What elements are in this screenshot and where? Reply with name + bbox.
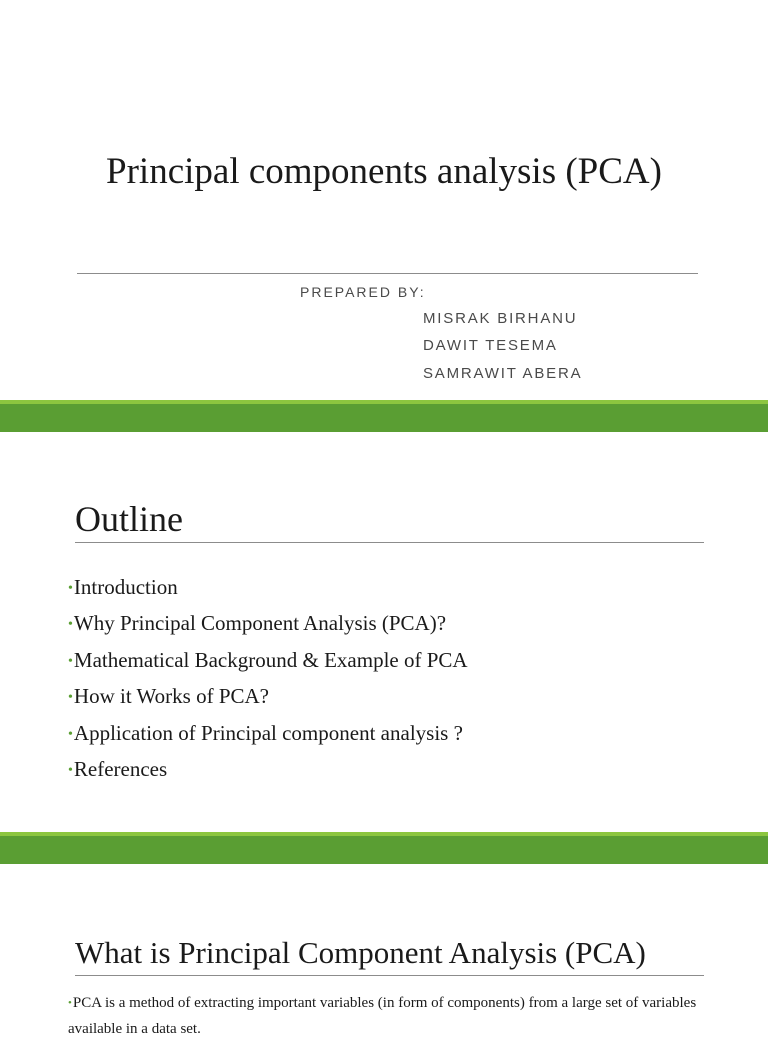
outline-item-application [68, 716, 468, 752]
outline-item-why-pca [68, 606, 468, 642]
definition-title: What is Principal Component Analysis (PCA) [75, 935, 646, 970]
bullet-icon: • [68, 653, 73, 669]
bullet-icon: • [68, 581, 73, 596]
definition-slide [0, 864, 768, 1037]
prepared-by-label: PREPARED BY: [300, 284, 426, 300]
outline-item-label: References [73, 757, 168, 782]
outline-item-introduction [68, 570, 468, 606]
slide-separator-band [0, 832, 768, 864]
outline-item-label: Mathematical Background & Example of PCA [73, 647, 468, 672]
outline-item-math-background [68, 643, 468, 679]
presentation-title: Principal components analysis (PCA) [106, 151, 662, 192]
author-name: DAWIT TESEMA [423, 337, 558, 354]
outline-item-label: Why Principal Component Analysis (PCA)? [73, 611, 447, 636]
outline-slide [0, 432, 768, 832]
definition-title-divider [75, 975, 704, 976]
definition-bullet [68, 990, 708, 1042]
title-slide [0, 0, 768, 400]
outline-list [68, 570, 468, 788]
bullet-icon: • [68, 763, 73, 779]
bullet-icon: • [68, 690, 73, 706]
definition-text: PCA is a method of extracting important variables (in form of components) from a large set of variables available in a data set. [68, 995, 697, 1037]
bullet-icon: • [68, 617, 73, 633]
outline-item-references [68, 752, 468, 788]
title-divider [77, 273, 698, 274]
slide-separator-band [0, 400, 768, 432]
author-name: SAMRAWIT ABERA [423, 365, 583, 382]
outline-title: Outline [75, 499, 183, 539]
outline-item-label: Application of Principal component analysis ? [73, 720, 463, 745]
outline-item-label: How it Works of PCA? [73, 684, 269, 709]
author-name: MISRAK BIRHANU [423, 310, 578, 327]
bullet-icon: • [68, 997, 72, 1009]
outline-title-divider [75, 542, 704, 543]
outline-item-how-it-works [68, 679, 468, 715]
bullet-icon: • [68, 726, 73, 742]
outline-item-label: Introduction [73, 575, 178, 599]
